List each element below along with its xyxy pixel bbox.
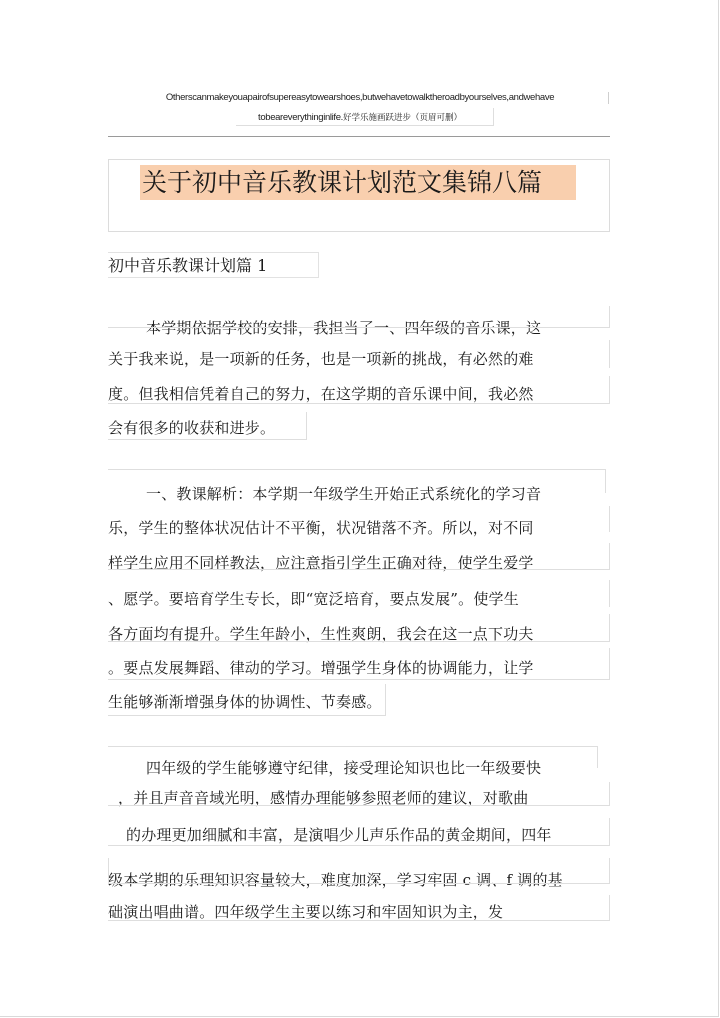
line-frame	[108, 614, 610, 642]
paragraph-1-line-3: 度。但我相信凭着自己的努力，在这学期的音乐课中间，我必然	[108, 385, 534, 403]
paragraph-3-line-3: 的办理更加细腻和丰富，是演唱少儿声乐作品的黄金期间，四年	[126, 826, 552, 844]
paragraph-2-line-5: 各方面均有提升。学生年龄小，生性爽朗，我会在这一点下功夫	[108, 625, 534, 643]
paragraph-2-line-4: 、愿学。要培育学生专长，即“宽泛培育，要点发展”。使学生	[108, 590, 519, 608]
line-frame	[108, 306, 610, 328]
line-frame	[108, 580, 610, 607]
header-rule	[108, 136, 610, 137]
line-frame	[108, 858, 610, 884]
header-quote-en: tobeareverythinginlife.	[258, 112, 343, 123]
header-box-2	[236, 108, 494, 126]
paragraph-2-line-2: 乐，学生的整体状况估计不平衡，状况错落不齐。所以，对不同	[108, 519, 534, 537]
paragraph-1-line-1: 本学期依据学校的安排，我担当了一、四年级的音乐课，这	[146, 319, 542, 337]
line-frame	[108, 782, 610, 806]
header-box-edge	[608, 92, 609, 104]
line-frame	[108, 818, 610, 846]
paragraph-3-line-1: 四年级的学生能够遵守纪律，接受理论知识也比一年级要快	[146, 759, 542, 777]
line-frame	[108, 340, 610, 368]
paragraph-2-line-7: 生能够渐渐增强身体的协调性、节奏感。	[108, 693, 382, 711]
header-quote-line-1: Otherscanmakeyouapairofsupereasytowearshoes,butwehavetowalktheroadbyourselves,andwehave	[165, 92, 555, 103]
line-frame	[108, 376, 610, 404]
paragraph-2-line-3: 样学生应用不同样教法，应注意指引学生正确对待，使学生爱学	[108, 554, 534, 572]
header-quote-cn: 好学乐施画跃进步（页眉可删）	[342, 113, 462, 123]
paragraph-2-line-1: 一、教课解析：本学期一年级学生开始正式系统化的学习音	[146, 485, 542, 503]
line-frame	[108, 895, 610, 921]
paragraph-3-line-2: ，并且声音音域光明，感情办理能够参照老师的建议，对歌曲	[118, 789, 529, 807]
paragraph-1-line-4: 会有很多的收获和进步。	[108, 419, 276, 437]
paragraph-1-line-2: 关于我来说，是一项新的任务，也是一项新的挑战，有必然的难	[108, 350, 534, 368]
paragraph-3-line-5: 础演出唱曲谱。四年级学生主要以练习和牢固知识为主，发	[108, 903, 504, 921]
line-frame	[108, 648, 610, 680]
paragraph-3-line-4: 级本学期的乐理知识容量较大，难度加深，学习牢固 c 调、f 调的基	[108, 871, 563, 889]
line-frame	[108, 684, 386, 716]
line-frame	[108, 412, 307, 440]
line-frame	[108, 506, 610, 532]
paragraph-2-line-6: 。要点发展舞蹈、律动的学习。增强学生身体的协调能力，让学	[108, 659, 534, 677]
section-title: 初中音乐教课计划篇 1	[108, 252, 319, 278]
line-frame	[108, 543, 610, 570]
document-title: 关于初中音乐教课计划范文集锦八篇	[140, 165, 576, 200]
